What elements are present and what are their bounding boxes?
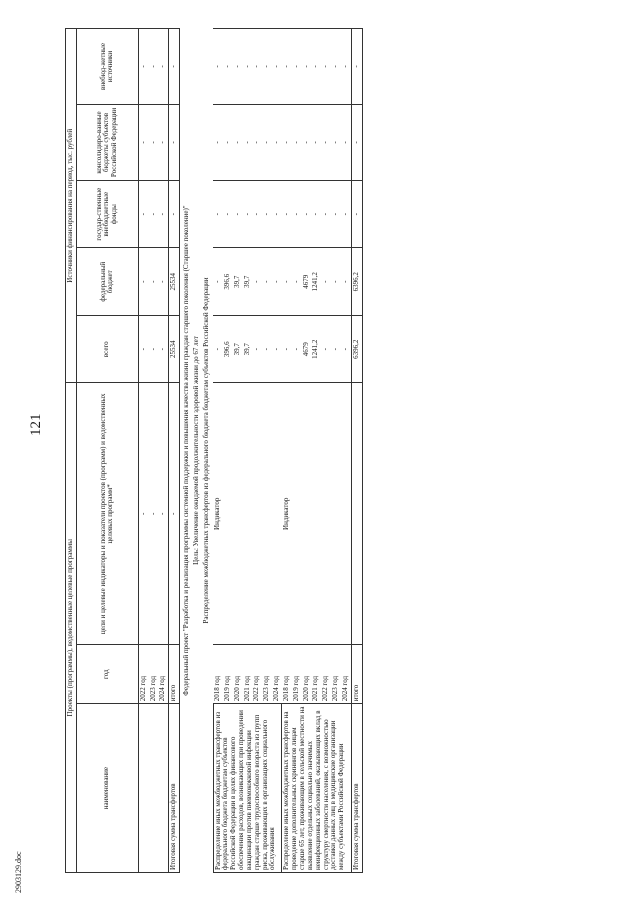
year-cell: 2019 год — [223, 645, 233, 704]
total-cell: - — [158, 315, 168, 383]
state-cell: - — [292, 180, 302, 248]
state-cell: - — [138, 180, 148, 248]
header-state-funds: государ-ственные внебюджетные фонды — [76, 180, 138, 248]
total-cell: - — [252, 315, 262, 383]
regional-cell: - — [311, 105, 321, 181]
regional-cell: - — [138, 105, 148, 181]
block1-table — [213, 28, 283, 873]
regional-cell: - — [149, 105, 159, 181]
table-row — [282, 29, 292, 873]
total-cell: - — [292, 315, 302, 383]
header-programs-group: Проекты (программы), ведомственные целевые программы — [66, 383, 77, 873]
header-federal: федеральный бюджет — [76, 248, 138, 316]
total-cell: 39,7 — [243, 315, 253, 383]
state-cell: - — [158, 180, 168, 248]
regional-cell: - — [213, 105, 223, 181]
page-number: 121 — [28, 413, 44, 436]
goal-row — [192, 29, 202, 873]
regional-cell: - — [169, 105, 180, 181]
federal-cell: 39,7 — [243, 248, 253, 316]
federal-cell: - — [213, 248, 223, 316]
offbudget-cell: - — [138, 29, 148, 105]
regional-cell: - — [282, 105, 292, 181]
total-cell: - — [149, 315, 159, 383]
goal-cell — [351, 383, 362, 645]
offbudget-cell: - — [311, 29, 321, 105]
offbudget-cell: - — [351, 29, 362, 105]
federal-cell: - — [262, 248, 272, 316]
regional-cell: - — [351, 105, 362, 181]
federal-cell: - — [341, 248, 351, 316]
federal-cell: - — [138, 248, 148, 316]
goal-cell: - — [138, 383, 148, 645]
federal-cell: - — [282, 248, 292, 316]
project-title: Федеральный проект "Разработка и реализация программы системной поддержки и повышения качества жизни граждан старшего поколения (Старшее поколение)" — [182, 205, 191, 696]
regional-cell: - — [331, 105, 341, 181]
year-cell: 2022 год — [252, 645, 262, 704]
total-cell: 6396,2 — [351, 315, 362, 383]
table-row — [158, 29, 168, 873]
total-cell: - — [272, 315, 282, 383]
header-regional: консолидиро-ванные бюджеты субъектов Российской Федерации — [76, 105, 138, 181]
header-goals: цели и целевые индикаторы и показатели проектов (программ) и ведомственных целевых программ* — [76, 383, 138, 645]
header-finance-group: Источники финансирования на период, тыс. рублей — [66, 29, 77, 384]
year-cell: 2020 год — [233, 645, 243, 704]
federal-cell: - — [252, 248, 262, 316]
state-cell: - — [223, 180, 233, 248]
year-cell: 2022 год — [321, 645, 331, 704]
regional-cell: - — [292, 105, 302, 181]
year-cell: 2021 год — [243, 645, 253, 704]
offbudget-cell: - — [223, 29, 233, 105]
state-cell: - — [311, 180, 321, 248]
total-cell: - — [138, 315, 148, 383]
goal-cell: - — [158, 383, 168, 645]
federal-cell: - — [331, 248, 341, 316]
project-title-row — [180, 29, 192, 873]
federal-cell: 39,7 — [233, 248, 243, 316]
state-cell: - — [252, 180, 262, 248]
total-cell: - — [321, 315, 331, 383]
goal-cell: - — [169, 383, 180, 645]
federal-cell: 6396,2 — [351, 248, 362, 316]
header-offbudget: внебюд-жетные источники — [76, 29, 138, 105]
year-cell: 2019 год — [292, 645, 302, 704]
federal-cell: - — [149, 248, 159, 316]
header-total: всего — [76, 315, 138, 383]
total-cell: - — [282, 315, 292, 383]
regional-cell: - — [158, 105, 168, 181]
offbudget-cell: - — [158, 29, 168, 105]
year-cell: 2021 год — [311, 645, 321, 704]
year-cell: 2018 год — [213, 645, 223, 704]
regional-cell: - — [272, 105, 282, 181]
state-cell: - — [233, 180, 243, 248]
year-cell: 2020 год — [302, 645, 312, 704]
year-cell: 2022 год — [138, 645, 148, 704]
total-cell: 25534 — [169, 315, 180, 383]
transfer-name: Распределение иных межбюджетных трансфертов из федерального бюджета бюджетам субъектов Российской Федерации в целях финансового обеспечения расходов, возникающих при проведении вакцинации против пневмококковой инфекции граждан старше трудоспособного возраста из групп риска, проживающих в организациях социального обслуживания — [213, 704, 282, 873]
year-cell: 2023 год — [149, 645, 159, 704]
state-cell: - — [351, 180, 362, 248]
state-cell: - — [302, 180, 312, 248]
total-cell: 1241,2 — [311, 315, 321, 383]
year-cell: 2024 год — [272, 645, 282, 704]
state-cell: - — [331, 180, 341, 248]
federal-cell: - — [321, 248, 331, 316]
regional-cell: - — [341, 105, 351, 181]
total-row-year: итого — [169, 645, 180, 704]
offbudget-cell: - — [292, 29, 302, 105]
offbudget-cell: - — [169, 29, 180, 105]
state-cell: - — [262, 180, 272, 248]
regional-cell: - — [302, 105, 312, 181]
state-cell: - — [149, 180, 159, 248]
offbudget-cell: - — [243, 29, 253, 105]
offbudget-cell: - — [213, 29, 223, 105]
offbudget-cell: - — [341, 29, 351, 105]
indicator-label: Индикатор — [213, 383, 282, 645]
transfer-name: Распределение иных межбюджетных трансфертов на проведение дополнительных скринингов лицам старше 65 лет, проживающим в сельской местности на выявление отдельных социально значимых неинфекционных заболеваний, оказывающих вклад в структуру смертности населения, с возможностью доставки данных лиц в медицинские организации между субъектами Российской Федерации — [282, 704, 351, 873]
table-row — [213, 29, 223, 873]
offbudget-cell: - — [233, 29, 243, 105]
state-cell: - — [169, 180, 180, 248]
total-cell: - — [341, 315, 351, 383]
total-row-name: Итоговая сумма трансфертов — [169, 704, 180, 873]
state-cell: - — [213, 180, 223, 248]
header-year: год — [76, 645, 138, 704]
total-cell: - — [262, 315, 272, 383]
total-cell: 4679 — [302, 315, 312, 383]
year-cell: 2023 год — [331, 645, 341, 704]
total-row — [169, 29, 180, 873]
regional-cell: - — [262, 105, 272, 181]
total-row-year: итого — [351, 645, 362, 704]
state-cell: - — [321, 180, 331, 248]
federal-cell: - — [292, 248, 302, 316]
year-cell: 2024 год — [341, 645, 351, 704]
project-goal: Цель: Увеличение ожидаемой продолжительности здоровой жизни до 67 лет — [191, 336, 200, 565]
year-cell: 2024 год — [158, 645, 168, 704]
federal-cell: - — [158, 248, 168, 316]
total-cell: 39,7 — [233, 315, 243, 383]
offbudget-cell: - — [321, 29, 331, 105]
document-footer: 2903129.doc — [14, 851, 23, 893]
federal-cell: - — [272, 248, 282, 316]
total-row — [351, 29, 362, 873]
table-row — [149, 29, 159, 873]
total-row-name: Итоговая сумма трансфертов — [351, 704, 362, 873]
offbudget-cell: - — [331, 29, 341, 105]
year-cell: 2018 год — [282, 645, 292, 704]
regional-cell: - — [321, 105, 331, 181]
regional-cell: - — [223, 105, 233, 181]
state-cell: - — [282, 180, 292, 248]
offbudget-cell: - — [302, 29, 312, 105]
state-cell: - — [341, 180, 351, 248]
regional-cell: - — [243, 105, 253, 181]
total-cell: - — [213, 315, 223, 383]
total-cell: - — [331, 315, 341, 383]
table-row — [138, 29, 148, 873]
federal-cell: 25534 — [169, 248, 180, 316]
distribution-heading: Распределение межбюджетных трансфертов из федерального бюджета бюджетам субъектов Российской Федерации — [201, 277, 210, 624]
financing-table — [65, 28, 214, 873]
regional-cell: - — [252, 105, 262, 181]
offbudget-cell: - — [282, 29, 292, 105]
offbudget-cell: - — [252, 29, 262, 105]
indicator-label: Индикатор — [282, 383, 351, 645]
total-cell: 396,6 — [223, 315, 233, 383]
offbudget-cell: - — [149, 29, 159, 105]
federal-cell: 4679 — [302, 248, 312, 316]
state-cell: - — [272, 180, 282, 248]
goal-cell: - — [149, 383, 159, 645]
header-name: наименование — [76, 704, 138, 873]
state-cell: - — [243, 180, 253, 248]
federal-cell: 396,6 — [223, 248, 233, 316]
rotated-table-sheet — [65, 28, 633, 873]
year-cell: 2023 год — [262, 645, 272, 704]
offbudget-cell: - — [272, 29, 282, 105]
federal-cell: 1241,2 — [311, 248, 321, 316]
regional-cell: - — [233, 105, 243, 181]
offbudget-cell: - — [262, 29, 272, 105]
block2-table — [281, 28, 362, 873]
